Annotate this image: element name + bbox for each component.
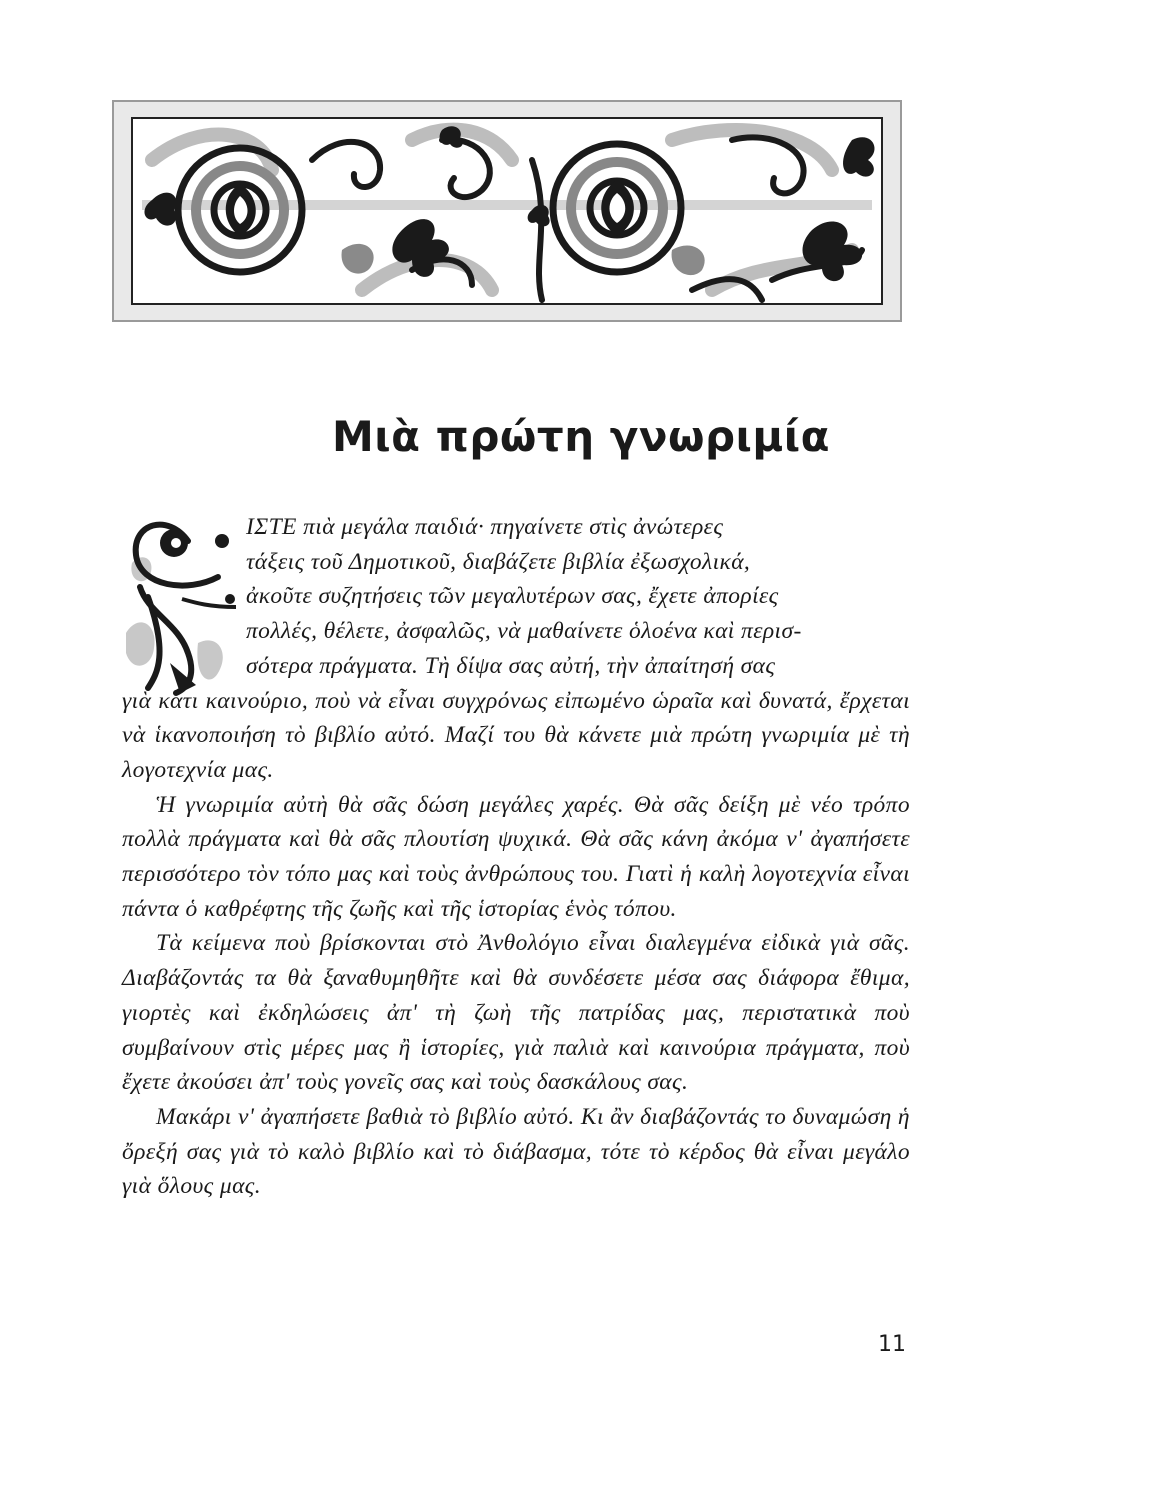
paragraph-1: ΙΣΤΕ πιὰ μεγάλα παιδιά· πηγαίνετε στὶς ἀνώτερες τάξεις τοῦ Δημοτικοῦ, διαβάζετε βιβλία ἐξωσχολικά, ἀκοῦτε συζητήσεις τῶν μεγαλυτέρων σας, ἔχετε ἀπορίες πολλές, θέλετε, ἀσφαλῶς, νὰ μαθαίνετε ὁλοένα καὶ περισ- σότερα πράγματα. Τὴ δίψα σας αὐτή, τὴν ἀπαίτησή σας γιὰ κάτι καινούριο, ποὺ νὰ εἶναι συγχρόνως εἰπωμένο ὡραῖα καὶ δυνατά, ἔρχεται νὰ ἱκανοποιήση τὸ βιβλίο αὐτό. Μαζί του θὰ κάνετε μιὰ πρώτη γνωριμία μὲ τὴ λογοτεχνία μας. — [122, 514, 910, 783]
decorative-banner — [112, 100, 902, 322]
paragraph-2: Ἡ γνωριμία αὐτὴ θὰ σᾶς δώση μεγάλες χαρές. Θὰ σᾶς δείξη μὲ νέο τρόπο πολλὰ πράγματα καὶ θὰ σᾶς πλουτίση ψυχικά. Θὰ σᾶς κάνη ἀκόμα ν' ἀγαπήσετε περισσότερο τὸν τόπο μας καὶ τοὺς ἀνθρώπους του. Γιατὶ ἡ καλὴ λογοτεχνία εἶναι πάντα ὁ καθρέφτης τῆς ζωῆς καὶ τῆς ἱστορίας ἑνὸς τόπου. — [122, 791, 910, 922]
paragraph-4: Μακάρι ν' ἀγαπήσετε βαθιὰ τὸ βιβλίο αὐτό. Κι ἂν διαβάζοντάς το δυναμώση ἡ ὄρεξή σας γιὰ τὸ καλὸ βιβλίο καὶ τὸ διάβασμα, τότε τὸ κέρδος θὰ εἶναι μεγάλο γιὰ ὅλους μας. — [122, 1103, 910, 1200]
page-title: Μιὰ πρώτη γνωριμία — [331, 412, 831, 462]
paragraph-3: Τὰ κείμενα ποὺ βρίσκονται στὸ Ἀνθολόγιο εἶναι διαλεγμένα εἰδικὰ γιὰ σᾶς. Διαβάζοντάς τα θὰ ξαναθυμηθῆτε καὶ θὰ συνδέσετε μέσα σας διάφορα ἔθιμα, γιορτὲς καὶ ἐκδηλώσεις ἀπ' τὴ ζωὴ τῆς πατρίδας μας, περιστατικὰ ποὺ συμβαίνουν στὶς μέρες μας ἢ ἱστορίες, γιὰ παλιὰ καὶ καινούρια πράγματα, ποὺ ἔχετε ἀκούσει ἀπ' τοὺς γονεῖς σας καὶ τοὺς δασκάλους σας. — [122, 930, 910, 1096]
body-text — [122, 510, 910, 1204]
page-number: 11 — [878, 1332, 906, 1357]
byzantine-scroll-ornament-icon — [112, 100, 902, 322]
